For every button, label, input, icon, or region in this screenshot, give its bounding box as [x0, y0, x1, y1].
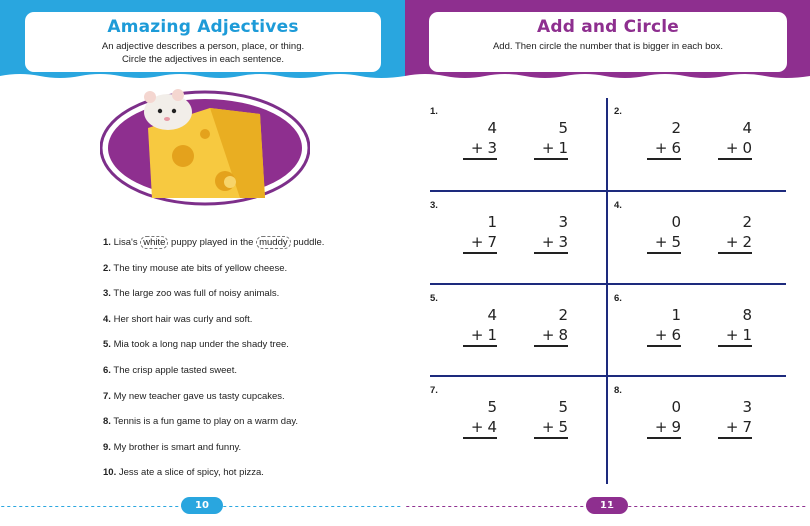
addend-bottom: 1 — [742, 326, 752, 344]
sentence-text: The tiny mouse ate bits of yellow cheese. — [113, 262, 288, 274]
addend-top: 4 — [487, 306, 497, 324]
sentence-item — [103, 441, 324, 467]
addend-bottom-row — [718, 138, 752, 160]
circled-adjective: muddy — [256, 236, 291, 249]
sentence-item — [103, 415, 324, 441]
addend-top: 5 — [558, 398, 568, 416]
plus-sign: + — [725, 418, 739, 436]
right-title-box — [429, 12, 787, 72]
sentence-number: 4. — [103, 313, 111, 325]
addend-bottom-row — [534, 325, 568, 347]
addend-bottom: 0 — [742, 139, 752, 157]
sentence-item — [103, 287, 324, 313]
addend-bottom: 7 — [742, 418, 752, 436]
problem-number: 4. — [614, 200, 622, 211]
plus-sign: + — [725, 326, 739, 344]
plus-sign: + — [541, 418, 555, 436]
sentence-number: 6. — [103, 364, 111, 376]
addition-problem — [718, 118, 752, 160]
problem-number: 8. — [614, 385, 622, 396]
sentence-item — [103, 390, 324, 416]
sentence-number: 7. — [103, 390, 111, 402]
addend-bottom-row — [463, 417, 497, 439]
sentence-number: 10. — [103, 467, 117, 479]
sentence-list — [103, 236, 324, 492]
page-title: Add and Circle — [537, 17, 679, 37]
addend-bottom: 3 — [558, 233, 568, 251]
addend-bottom: 1 — [487, 326, 497, 344]
sentence-text: My brother is smart and funny. — [113, 441, 242, 453]
problem-box — [614, 377, 784, 467]
sentence-text: Mia took a long nap under the shady tree. — [113, 339, 289, 351]
addend-top: 4 — [487, 119, 497, 137]
addend-top: 8 — [742, 306, 752, 324]
addend-top: 2 — [558, 306, 568, 324]
addition-problem — [718, 212, 752, 254]
grid-divider-vertical — [606, 98, 608, 484]
problem-box — [430, 98, 600, 188]
addend-bottom-row — [463, 325, 497, 347]
addend-top: 2 — [742, 213, 752, 231]
addend-bottom: 7 — [487, 233, 497, 251]
problem-number: 6. — [614, 293, 622, 304]
plus-sign: + — [541, 139, 555, 157]
plus-sign: + — [725, 139, 739, 157]
addition-problem — [534, 397, 568, 439]
addend-top: 5 — [487, 398, 497, 416]
addend-bottom-row — [463, 232, 497, 254]
instructions-line-2: Circle the adjectives in each sentence. — [121, 54, 285, 65]
sentence-item — [103, 313, 324, 339]
addend-bottom-row — [463, 138, 497, 160]
addend-bottom: 5 — [671, 233, 681, 251]
problem-box — [614, 192, 784, 282]
plus-sign: + — [470, 233, 484, 251]
addition-problem — [647, 305, 681, 347]
sentence-item — [103, 262, 324, 288]
sentence-text: My new teacher gave us tasty cupcakes. — [113, 390, 285, 402]
addend-bottom: 6 — [671, 326, 681, 344]
sentence-text: Tennis is a fun game to play on a warm day. — [113, 416, 299, 428]
addend-bottom-row — [534, 232, 568, 254]
addend-top: 3 — [558, 213, 568, 231]
addend-bottom-row — [647, 232, 681, 254]
addition-problem — [534, 212, 568, 254]
page-title: Amazing Adjectives — [107, 17, 299, 37]
left-banner — [0, 0, 405, 82]
left-title-box — [25, 12, 381, 72]
addend-bottom-row — [534, 417, 568, 439]
problem-number: 3. — [430, 200, 438, 211]
plus-sign: + — [470, 418, 484, 436]
addition-problem — [647, 397, 681, 439]
problem-box — [430, 377, 600, 467]
sentence-text: The crisp apple tasted sweet. — [113, 364, 237, 376]
right-footer-dots — [405, 505, 810, 507]
addend-bottom-row — [718, 325, 752, 347]
problem-number: 5. — [430, 293, 438, 304]
sentence-item — [103, 466, 324, 492]
sentence-item — [103, 338, 324, 364]
addend-bottom: 9 — [671, 418, 681, 436]
sentence-number: 5. — [103, 339, 111, 351]
addition-problem — [463, 118, 497, 160]
addend-bottom-row — [647, 325, 681, 347]
addition-problem — [463, 305, 497, 347]
plus-sign: + — [470, 326, 484, 344]
addition-grid — [430, 98, 786, 484]
addend-bottom: 2 — [742, 233, 752, 251]
hamster-cheese-image — [100, 86, 310, 206]
page-number-badge: 11 — [586, 497, 628, 514]
sentence-item — [103, 364, 324, 390]
addend-bottom-row — [534, 138, 568, 160]
addend-top: 1 — [487, 213, 497, 231]
problem-number: 1. — [430, 106, 438, 117]
right-banner — [405, 0, 810, 82]
addend-bottom: 4 — [487, 418, 497, 436]
problem-box — [430, 192, 600, 282]
addition-problem — [647, 118, 681, 160]
addend-bottom: 3 — [487, 139, 497, 157]
plus-sign: + — [654, 326, 668, 344]
addend-bottom-row — [718, 417, 752, 439]
addition-problem — [647, 212, 681, 254]
problem-number: 7. — [430, 385, 438, 396]
addition-problem — [718, 305, 752, 347]
sentence-number: 8. — [103, 416, 111, 428]
addend-bottom: 5 — [558, 418, 568, 436]
sentence-text: Jess ate a slice of spicy, hot pizza. — [118, 467, 264, 479]
instructions-line-1: An adjective describes a person, place, or thing. — [101, 41, 305, 52]
addend-top: 3 — [742, 398, 752, 416]
problem-box — [614, 285, 784, 375]
addend-bottom: 1 — [558, 139, 568, 157]
plus-sign: + — [654, 139, 668, 157]
problem-box — [430, 285, 600, 375]
plus-sign: + — [470, 139, 484, 157]
sentence-text: The large zoo was full of noisy animals. — [113, 288, 280, 300]
page-number-badge: 10 — [181, 497, 223, 514]
sentence-number: 2. — [103, 262, 111, 274]
plus-sign: + — [725, 233, 739, 251]
addend-top: 4 — [742, 119, 752, 137]
addend-top: 5 — [558, 119, 568, 137]
addend-top: 2 — [671, 119, 681, 137]
sentence-text: Her short hair was curly and soft. — [113, 313, 253, 325]
addition-problem — [534, 118, 568, 160]
addend-top: 1 — [671, 306, 681, 324]
problem-number: 2. — [614, 106, 622, 117]
sentence-number: 1. — [103, 237, 111, 248]
plus-sign: + — [541, 326, 555, 344]
addend-top: 0 — [671, 213, 681, 231]
problem-box — [614, 98, 784, 188]
instructions: Add. Then circle the number that is bigger in each box. — [492, 41, 724, 52]
addend-top: 0 — [671, 398, 681, 416]
addend-bottom-row — [718, 232, 752, 254]
addend-bottom: 8 — [558, 326, 568, 344]
addend-bottom: 6 — [671, 139, 681, 157]
addend-bottom-row — [647, 417, 681, 439]
plus-sign: + — [654, 233, 668, 251]
sentence-number: 9. — [103, 441, 111, 453]
sentence-number: 3. — [103, 288, 111, 300]
addition-problem — [718, 397, 752, 439]
addition-problem — [463, 212, 497, 254]
addition-problem — [463, 397, 497, 439]
addition-problem — [534, 305, 568, 347]
circled-adjective: white — [140, 236, 168, 249]
plus-sign: + — [654, 418, 668, 436]
sentence-item — [103, 236, 324, 262]
addend-bottom-row — [647, 138, 681, 160]
sentence-text: Lisa's white puppy played in the muddy puddle. — [113, 237, 325, 248]
plus-sign: + — [541, 233, 555, 251]
